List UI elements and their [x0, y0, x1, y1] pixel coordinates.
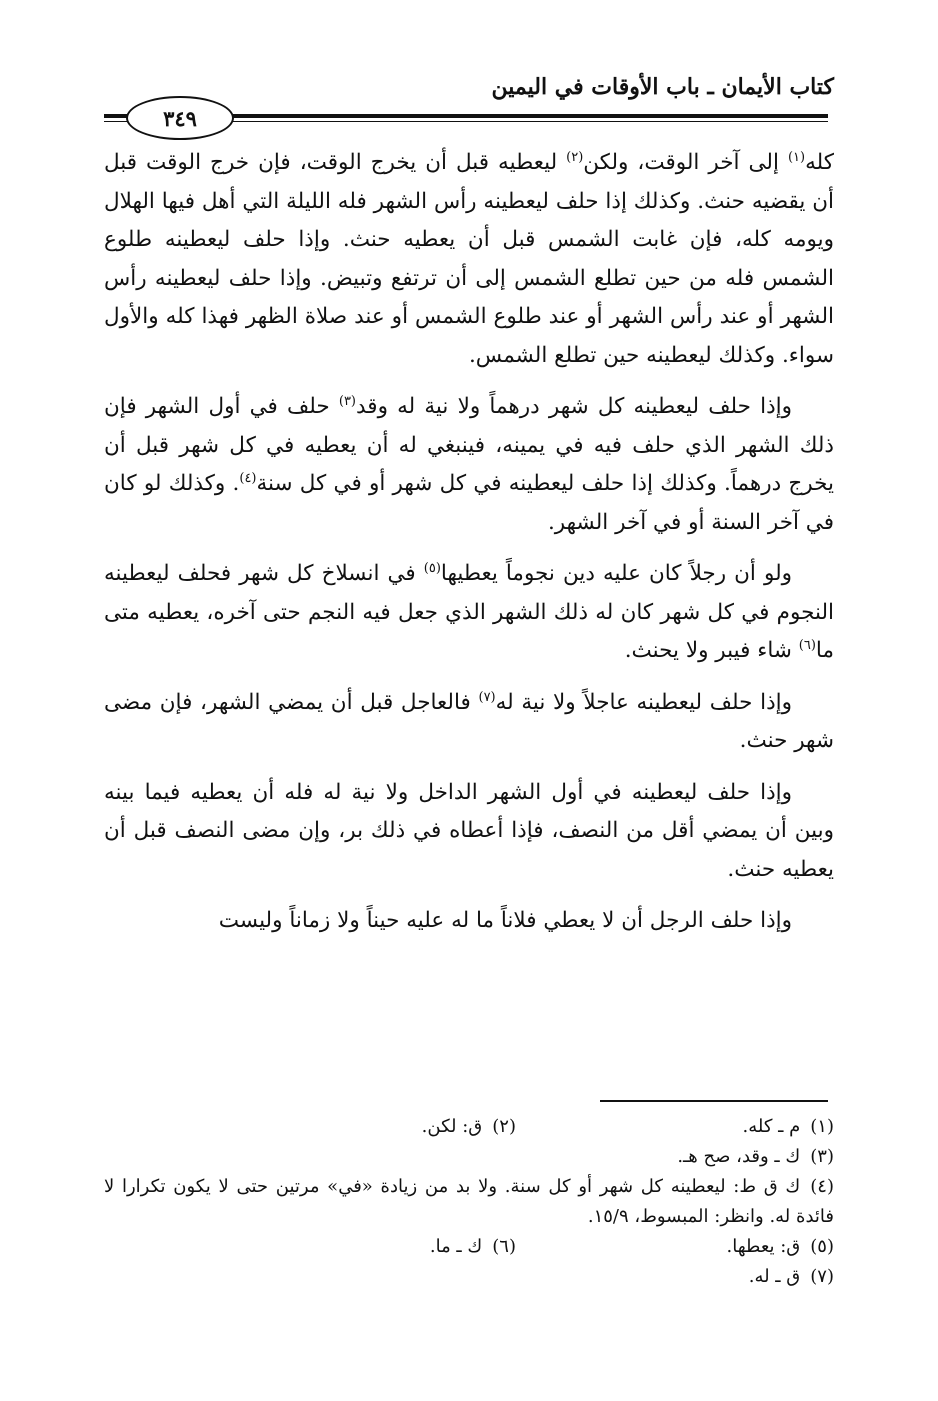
footnote-row [104, 1112, 834, 1142]
paragraph [104, 144, 834, 375]
footnote-number: (٧) [810, 1266, 834, 1287]
text-run: كله [805, 150, 834, 175]
footnote-number: (٦) [492, 1236, 516, 1257]
paragraph [104, 684, 834, 761]
footnote-text: ق: لكن. [421, 1116, 483, 1137]
footnote-ref[interactable]: (٤) [239, 470, 257, 486]
footnote-text: ك ـ وقد، صح هـ. [677, 1146, 801, 1167]
footnotes [104, 1112, 834, 1292]
paragraph [104, 774, 834, 890]
footnote [422, 1112, 516, 1142]
text-run: ولو أن رجلاً كان عليه دين نجوماً يعطيها [440, 561, 792, 586]
paragraph [104, 555, 834, 671]
footnote-text: ك ـ ما. [429, 1236, 483, 1257]
footnote [516, 1232, 834, 1262]
text-run: ليعطيه قبل أن يخرج الوقت، فإن خرج الوقت قبل أن يقضيه حنث. وكذلك إذا حلف ليعطينه رأس الشهر فله الليلة التي أهل فيها الهلال ويومه كله، فإن غابت الشمس قبل أن يعطيه حنث. وإذا حلف ليعطينه طلوع الشمس فله من حين تطلع الشمس إلى أن ترتفع وتبيض. وإذا حلف ليعطينه رأس الشهر أو عند رأس الشهر أو عند طلوع الشمس أو عند صلاة الظهر فهذا كله والأول سواء. وكذلك ليعطينه حين تطلع الشمس. [104, 150, 834, 368]
footnote-text: ق ـ له. [748, 1266, 801, 1287]
footnote-row [104, 1232, 834, 1262]
footnote-ref[interactable]: (٦) [798, 637, 816, 653]
footnote [430, 1232, 516, 1262]
footnote-ref[interactable]: (٧) [478, 689, 496, 705]
text-run: وإذا حلف الرجل أن لا يعطي فلاناً ما له عليه حيناً ولا زماناً وليست [218, 908, 792, 933]
footnote-number: (٣) [810, 1146, 834, 1167]
page-number: ٣٤٩ [126, 96, 234, 140]
paragraph [104, 388, 834, 542]
paragraph [104, 902, 834, 941]
footnote-separator [600, 1100, 828, 1102]
footnote-text: ق: يعطها. [726, 1236, 801, 1257]
running-title: كتاب الأيمان ـ باب الأوقات في اليمين [491, 74, 834, 100]
text-run: وإذا حلف ليعطينه كل شهر درهماً ولا نية له وقد [356, 394, 793, 419]
text-run: شاء فيبر ولا يحنث. [624, 638, 799, 663]
footnote-ref[interactable]: (١) [787, 149, 806, 165]
text-run: . وكذلك لو كان في آخر السنة أو في آخر الشهر. [104, 471, 834, 535]
footnote [104, 1172, 834, 1232]
main-text [104, 144, 834, 954]
footnote-number: (٢) [492, 1116, 516, 1137]
text-run: فالعاجل قبل أن يمضي الشهر، فإن مضى شهر حنث. [104, 689, 834, 753]
footnote-ref[interactable]: (٥) [423, 560, 441, 576]
text-run: إلى آخر الوقت، ولكن [583, 150, 788, 175]
text-run: في انسلاخ كل شهر فحلف ليعطينه النجوم في كل شهر كان له ذلك الشهر الذي جعل فيه النجم حتى آخره، يعطيه متى ما [104, 561, 834, 663]
footnote-ref[interactable]: (٣) [338, 393, 356, 409]
footnote-text: م ـ كله. [742, 1116, 801, 1137]
text-run: وإذا حلف ليعطينه في أول الشهر الداخل ولا نية له فله أن يعطيه فيما بينه وبين أن يمضي أقل من النصف، فإذا أعطاه في ذلك بر، وإن مضى النصف قبل أن يعطيه حنث. [104, 779, 834, 882]
footnote-text: ك ق ط: ليعطينه كل شهر أو كل سنة. ولا بد من زيادة «في» مرتين حتى لا يكون تكرارا لا فائدة له. وانظر: المبسوط، ١٥/٩. [104, 1176, 834, 1227]
footnote-number: (١) [810, 1116, 834, 1137]
footnote-ref[interactable]: (٢) [566, 149, 584, 165]
text-run: حلف في أول الشهر فإن ذلك الشهر الذي حلف فيه في يمينه، فينبغي له أن يعطيه في كل شهر قبل أن يخرج درهماً. وكذلك إذا حلف ليعطينه في كل شهر أو في كل سنة [104, 394, 834, 496]
footnote-row [104, 1262, 834, 1292]
footnote-number: (٤) [810, 1176, 834, 1197]
footnote [516, 1112, 834, 1142]
footnote-number: (٥) [810, 1236, 834, 1257]
footnote-row [104, 1142, 834, 1172]
footnote [749, 1262, 834, 1292]
footnote [677, 1142, 834, 1172]
text-run: وإذا حلف ليعطينه عاجلاً ولا نية له [495, 689, 792, 715]
